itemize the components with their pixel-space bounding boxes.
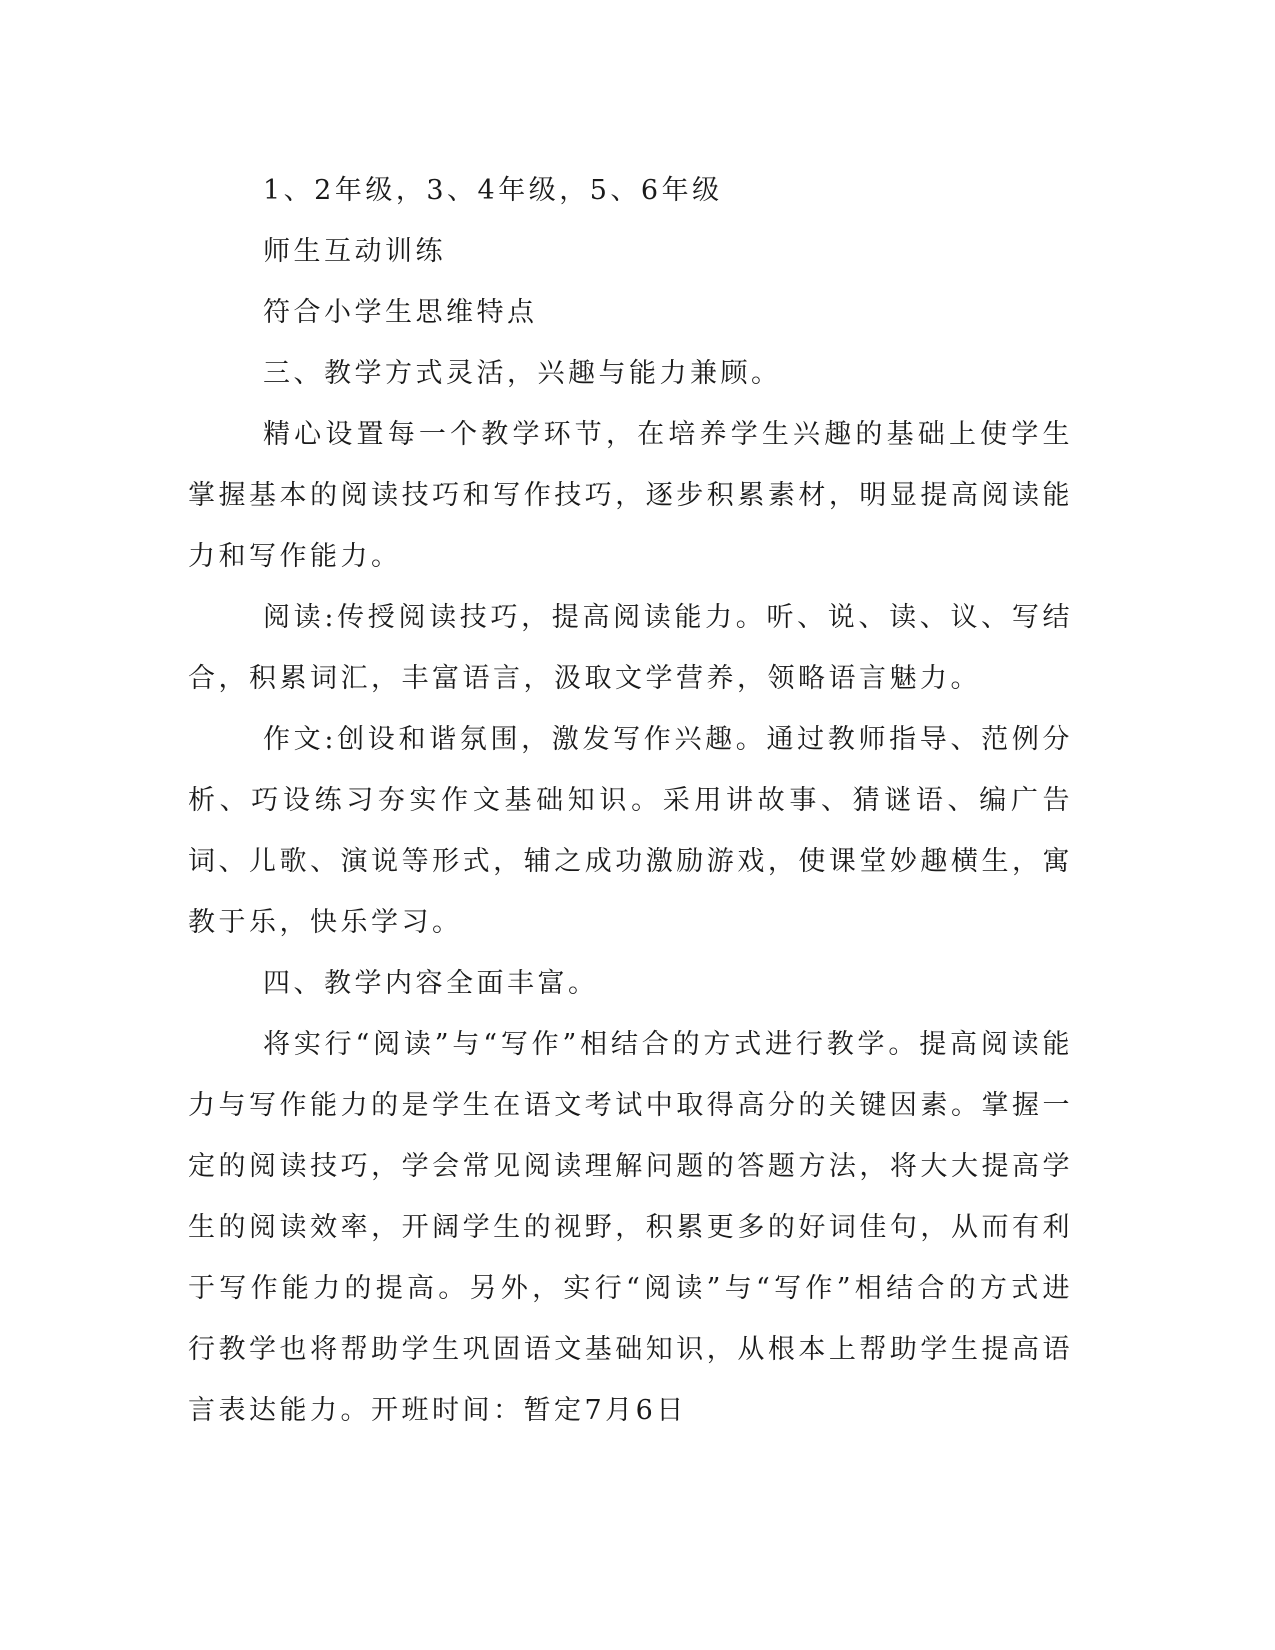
section-heading-4: 四、教学内容全面丰富。 — [263, 968, 599, 999]
section-heading-3: 三、教学方式灵活，兴趣与能力兼顾。 — [263, 358, 782, 389]
paragraph-interaction: 师生互动训练 — [263, 236, 446, 267]
document-body — [188, 160, 1073, 1441]
paragraph-writing: 作文:创设和谐氛围，激发写作兴趣。通过教师指导、范例分析、巧设练习夯实作文基础知识。采用讲故事、猜谜语、编广告词、儿歌、演说等形式，辅之成功激励游戏，使课堂妙趣横生，寓教于乐，快乐学习。 — [188, 724, 1073, 938]
paragraph-thinking: 符合小学生思维特点 — [263, 297, 538, 328]
paragraph-teaching-steps: 精心设置每一个教学环节，在培养学生兴趣的基础上使学生掌握基本的阅读技巧和写作技巧，逐步积累素材，明显提高阅读能力和写作能力。 — [188, 419, 1073, 572]
paragraph-reading: 阅读:传授阅读技巧，提高阅读能力。听、说、读、议、写结合，积累词汇，丰富语言，汲取文学营养，领略语言魅力。 — [188, 602, 1073, 694]
paragraph-content: 将实行“阅读”与“写作”相结合的方式进行教学。提高阅读能力与写作能力的是学生在语文考试中取得高分的关键因素。掌握一定的阅读技巧，学会常见阅读理解问题的答题方法，将大大提高学生的阅读效率，开阔学生的视野，积累更多的好词佳句，从而有利于写作能力的提高。另外，实行“阅读”与“写作”相结合的方式进行教学也将帮助学生巩固语文基础知识，从根本上帮助学生提高语言表达能力。开班时间：暂定7月6日 — [188, 1029, 1073, 1426]
paragraph-grade-levels: 1、2年级，3、4年级，5、6年级 — [263, 175, 723, 206]
